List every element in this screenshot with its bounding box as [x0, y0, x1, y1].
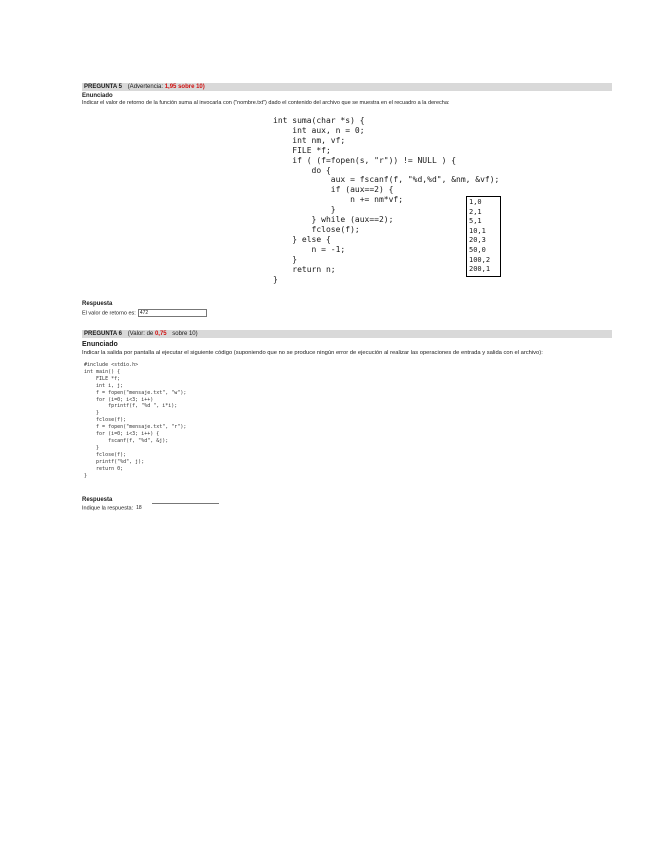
question-5-respuesta-label: Respuesta — [82, 301, 113, 307]
file-line: 50,0 — [469, 245, 486, 254]
code-line: if ( (f=fopen(s, "r")) != NULL ) { — [273, 155, 457, 165]
code-line: fclose(f); — [273, 224, 360, 234]
code-line: fscanf(f, "%d", &j); — [84, 437, 169, 444]
code-line: aux = fscanf(f, "%d,%d", &nm, &vf); — [273, 175, 500, 185]
code-line: printf("%d", j); — [84, 458, 145, 465]
question-6-enunciado-text: Indicar la salida por pantalla al ejecutar el siguiente código (suponiendo que no se produce ningún error de ejecución al realizar las operaciones de entrada y salida con el archivo): — [82, 350, 543, 356]
file-line: 2,1 — [469, 207, 482, 216]
question-6-separator — [152, 503, 219, 504]
question-5-score: 1,95 sobre 10) — [164, 84, 205, 90]
code-line: for (i=0; i<3; i++) { — [84, 431, 160, 438]
question-5-title: PREGUNTA 5 — [84, 84, 123, 90]
code-line: } — [273, 274, 278, 284]
code-line: n = -1; — [273, 244, 346, 254]
code-line: n += nm*vf; — [273, 195, 404, 205]
question-6-code — [84, 362, 186, 479]
question-6-enunciado-label: Enunciado — [82, 341, 118, 348]
code-line: f = fopen("mensaje.txt", "w"); — [84, 389, 187, 396]
code-line: if (aux==2) { — [273, 185, 394, 195]
file-line: 20,3 — [469, 236, 486, 245]
question-5-header — [82, 83, 612, 91]
code-line: } — [84, 444, 100, 451]
code-line: return n; — [273, 264, 336, 274]
question-6-status: (Valor: de — [127, 331, 154, 337]
code-line: #include <stdio.h> — [84, 362, 139, 368]
code-line: } — [84, 410, 100, 417]
question-5-enunciado-label: Enunciado — [82, 93, 113, 99]
code-line: } — [273, 254, 298, 264]
code-line: for (i=0; i<3; i++) — [84, 396, 154, 403]
question-6-header — [82, 330, 612, 338]
code-line: } — [273, 205, 336, 215]
code-line: fprintf(f, "%d ", i*i); — [84, 403, 178, 410]
file-line: 100,2 — [469, 255, 491, 264]
code-line: do { — [273, 165, 331, 175]
file-line: 10,1 — [469, 226, 486, 235]
code-line: } — [84, 472, 88, 479]
code-line: } while (aux==2); — [273, 215, 394, 225]
code-line: int i, j; — [84, 382, 124, 389]
question-6-answer-input[interactable]: 18 — [136, 505, 142, 511]
code-line: int main() { — [84, 368, 121, 375]
question-5-answer-input[interactable]: 472 — [138, 309, 207, 317]
question-6-score: 0,75 — [154, 331, 167, 337]
question-5-enunciado-text: Indicar el valor de retorno de la función suma al invocarla con ("nombre.txt") dado el contenido del archivo que se muestra en el recuadro a la derecha: — [82, 100, 450, 106]
question-6-answer-label: Indique la respuesta: — [82, 505, 134, 512]
code-line: return 0; — [84, 465, 124, 472]
question-6-status-end: sobre 10) — [172, 331, 198, 337]
question-5-status: (Advertencia: — [127, 84, 164, 90]
file-line: 1,0 — [469, 198, 482, 206]
code-line: int nm, vf; — [273, 135, 346, 145]
file-contents-box — [466, 196, 501, 277]
code-line: FILE *f; — [84, 375, 121, 382]
file-line: 200,1 — [469, 265, 491, 274]
question-5-answer-row — [82, 309, 207, 317]
code-line: fclose(f); — [84, 451, 127, 458]
code-line: fclose(f); — [84, 417, 127, 424]
code-line: int aux, n = 0; — [273, 125, 365, 135]
question-6-respuesta-label: Respuesta — [82, 497, 113, 503]
code-line: } else { — [273, 234, 331, 244]
question-5-answer-label: El valor de retorno es: — [82, 310, 136, 317]
question-6-answer-row — [82, 505, 142, 511]
code-line: FILE *f; — [273, 145, 331, 155]
code-line: f = fopen("mensaje.txt", "r"); — [84, 424, 187, 431]
code-line: int suma(char *s) { — [273, 116, 365, 125]
question-6-title: PREGUNTA 6 — [84, 331, 123, 337]
file-line: 5,1 — [469, 217, 482, 226]
